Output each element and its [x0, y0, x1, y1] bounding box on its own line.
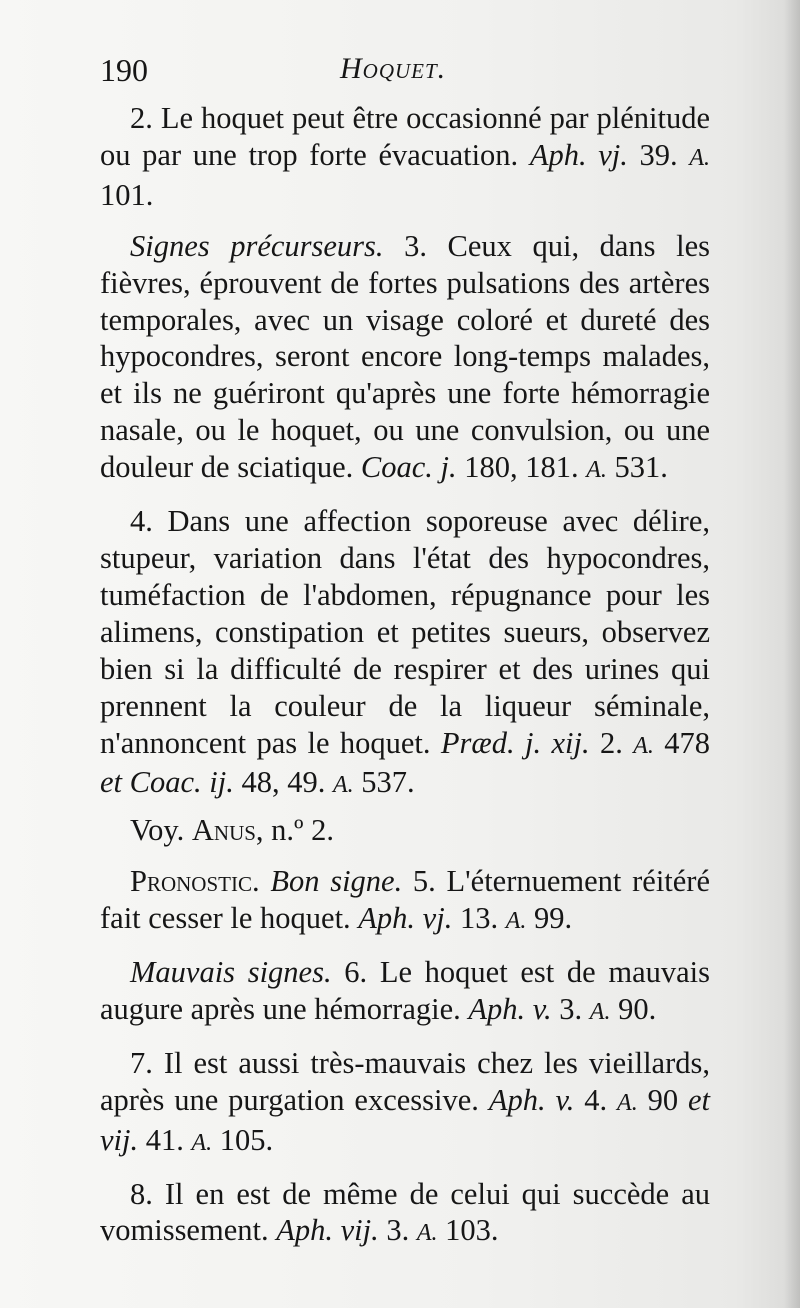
reference-number: 48, 49.: [233, 765, 333, 800]
reference-number: 39.: [627, 137, 690, 172]
paragraph-number: 5.: [402, 864, 436, 899]
paragraph-text: Le hoquet est de mauvais augure après une hémorragie.: [100, 955, 710, 1026]
anus-link: Anus: [191, 813, 256, 848]
article-number: 531.: [606, 450, 668, 485]
paragraph-text: Ceux qui, dans les fièvres, éprouvent de fortes pulsations des artères temporales, avec un visage coloré et dureté des hypocondres, seront encore long-temps malades, et ils ne guériront qu'après une forte hémorragie nasale, ou le hoquet, ou une convulsion, ou une douleur de sciatique.: [100, 228, 710, 485]
article-number: 478: [653, 725, 710, 760]
article-number: 105.: [212, 1122, 274, 1157]
coac-reference: et Coac. ij.: [100, 765, 234, 800]
aphorism-reference: Aph. v.: [468, 991, 552, 1026]
article-abbrev: A.: [589, 998, 611, 1025]
reference-number: 2.: [589, 725, 634, 760]
paragraph-number: 8.: [130, 1176, 153, 1211]
paragraph-number: 7.: [130, 1045, 153, 1080]
reference-number: 3.: [378, 1213, 417, 1248]
article-number: 103.: [437, 1213, 499, 1248]
paragraph-3: [100, 228, 710, 489]
article-abbrev: A.: [416, 1220, 438, 1247]
paragraph-text: Dans une affection soporeuse avec délire, stupeur, variation dans l'état des hypocondres, tuméfaction de l'abdomen, répugnance pour les alimens, constipation et petites sueurs, observez bien si la difficulté de respirer et des urines qui prennent la couleur de la liqueur séminale, n'annoncent pas le hoquet.: [100, 504, 710, 760]
running-head: Hoquet.: [340, 52, 447, 85]
aphorism-reference: et vij.: [100, 1082, 711, 1157]
article-abbrev: A.: [191, 1129, 213, 1156]
article-number: 90.: [610, 991, 657, 1026]
article-abbrev: A.: [586, 457, 607, 484]
voy-label: Voy.: [130, 813, 185, 848]
article-number: 90: [637, 1082, 689, 1117]
article-abbrev: A.: [689, 144, 710, 171]
paragraph-number: 3.: [383, 228, 427, 263]
article-abbrev: A.: [617, 1089, 638, 1116]
paragraph-text: Il en est de même de celui qui succède au vomissement.: [100, 1176, 710, 1248]
paragraph-number: 6.: [331, 955, 368, 990]
cross-reference: [100, 812, 710, 849]
paragraph-4: [100, 503, 710, 804]
page-body: [100, 100, 710, 1266]
section-heading: Mauvais signes.: [130, 955, 332, 990]
coac-reference: Coac. j.: [360, 450, 457, 485]
pronostic-label: Pronostic.: [130, 864, 260, 899]
paragraph-8: [100, 1176, 710, 1253]
paragraph-5: [100, 863, 710, 940]
paragraph-number: 4.: [130, 504, 153, 539]
paragraph-text: Il est aussi très-mauvais chez les vieillards, après une purgation excessive.: [100, 1045, 710, 1117]
praed-reference: Præd. j. xij.: [440, 725, 590, 760]
paragraph-text: L'éternuement réitéré fait cesser le hoquet.: [100, 864, 710, 936]
section-heading: Signes précurseurs.: [130, 228, 384, 263]
paragraph-2: [100, 100, 710, 214]
reference-number: 180, 181.: [456, 450, 587, 485]
article-number: 101.: [100, 177, 154, 212]
article-abbrev: A.: [633, 732, 654, 759]
page-header: [100, 52, 720, 98]
article-number: 99.: [526, 901, 573, 936]
article-number: 537.: [353, 765, 415, 800]
reference-number: 4.: [574, 1082, 618, 1117]
paragraph-6: [100, 954, 710, 1031]
paragraph-7: [100, 1045, 710, 1162]
section-heading: Bon signe.: [259, 864, 403, 899]
reference-number: 3.: [551, 991, 590, 1026]
cross-reference-number: , n.º 2.: [255, 813, 335, 848]
article-abbrev: A.: [332, 772, 354, 799]
reference-number: 13.: [452, 901, 506, 936]
paragraph-number: 2.: [130, 101, 153, 135]
aphorism-reference: Aph. v.: [488, 1082, 575, 1117]
article-abbrev: A.: [505, 908, 527, 935]
page-number: 190: [100, 52, 148, 88]
reference-number: 41.: [138, 1122, 192, 1157]
aphorism-reference: Aph. vj.: [358, 901, 453, 936]
aphorism-reference: Aph. vj.: [529, 137, 628, 172]
aphorism-reference: Aph. vij.: [276, 1213, 379, 1248]
page-edge-shadow: [784, 0, 800, 1308]
paragraph-text: Le hoquet peut être occasionné par plénitude ou par une trop forte évacuation.: [100, 101, 710, 172]
